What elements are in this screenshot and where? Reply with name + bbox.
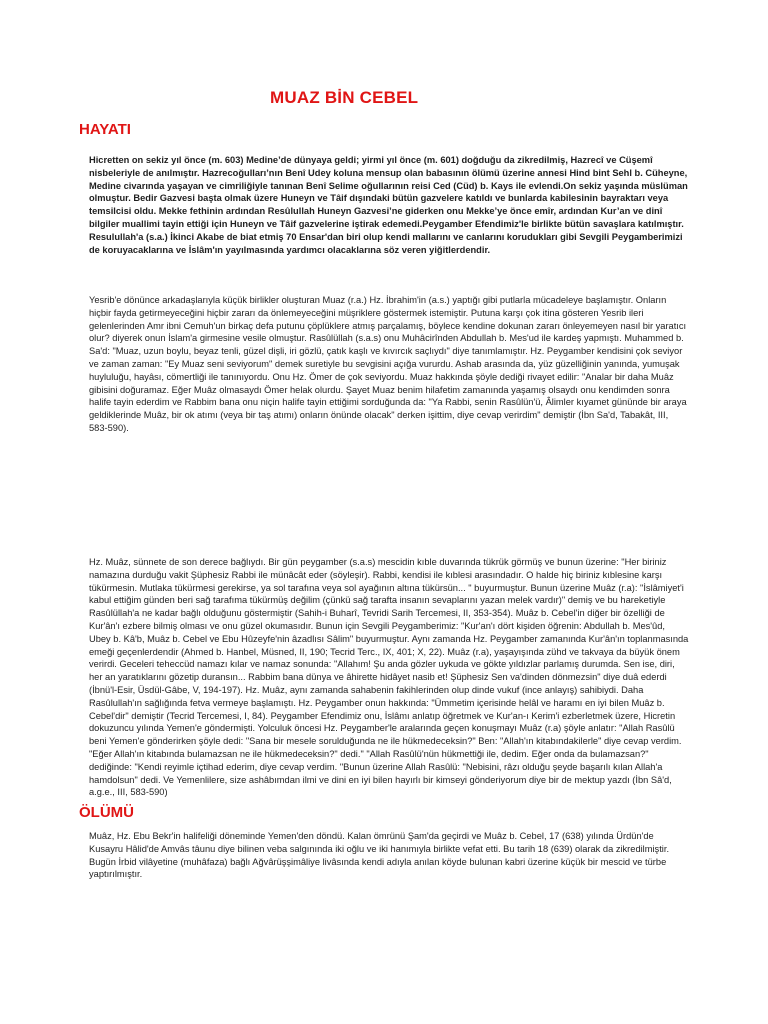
document-title: MUAZ BİN CEBEL xyxy=(270,88,419,107)
section-heading-olumu: ÖLÜMÜ xyxy=(79,804,134,821)
paragraph-olumu-1: Muâz, Hz. Ebu Bekr'in halifeliği döneminde Yemen'den döndü. Kalan ömrünü Şam'da geçirdi ve Muâz b. Cebel, 17 (638) yılında Ürdün'de Kusayru Hâlid'de Amvâs tâunu diye bilinen veba salgınında iki oğlu ve iki hanımıyla birlikte vefat etti. Bu tarih 18 (639) olarak da zikredilmiştir. Bugün İrbid vilâyetine (muhâfaza) bağlı Ağvârüşşimâliye livâsında kendi adıyla anılan köyde bulunan kabri üzerine küçük bir mescid ve türbe yaptırılmıştır. xyxy=(89,831,670,880)
paragraph-hayati-3: Hz. Muâz, sünnete de son derece bağlıydı. Bir gün peygamber (s.a.s) mescidin kıble duvarında tükrük görmüş ve bunun üzerine: "Her biriniz namazına durduğu vakit Şüphesiz Rabbi ile münâcât eder (söyleşir). Rabbi, kendisi ile kıblesi arasındadır. O halde hiç biriniz kıblesine karşı tükürmesin. Mutlaka tükürmesi gerekirse, ya sol tarafına veya sol ayağının altına tükürsün... " buyurmuştur. Bunun üzerine Muâz (r.a): "İslâmiyet'i kabul ettiğim günden beri sağ tarafıma tükürmüş değilim (çünkü sağ tarafta insanın sevaplarını yazan melek vardır)" demiş ve bu hareketiyle Rasûlüllah'a ne kadar bağlı olduğunu göstermiştir (Sahih-i Buharî, Tevridi Sarih Tercemesi, II, 353-354). Muâz b. Cebel'in diğer bir özelliği de Kur'ân'ı ezbere bilmiş olması ve onu güzel okumasıdır. Bunun için Sevgili Peygamberimiz: "Kur'an'ı dört kişiden öğrenin: Abdullah b. Mes'ûd, Ubey b. Kâ'b, Muâz b. Cebel ve Ebu Hûzeyfe'nin âzadlısı Sâlim" buyurmuştur. Aynı zamanda Hz. Peygamber zamanında Kur'ân'ın toplanmasında emeği geçenlerdendir (Ahmed b. Hanbel, Müsned, II, 190; Tecrid Terc., IX, 401; X, 22). Muâz (r.a), yaşayışında zühd ve takvaya da büyük önem verirdi. Geceleri teheccüd namazı kılar ve namaz sonunda: "Allahım! Şu anda gözler uykuda ve gökte yıldızlar parlamış durumda. Sen ise, diri, her an yaratıklarını gözetip duransın... Rabbim bana dünya ve âhirette hidâyet nasib et! Şüphesiz Sen va'dinden dönmezsin" diye duâ ederdi (İbnü'l-Esir, Üsdül-Gâbe, V, 194-197). Hz. Muâz, aynı zamanda sahabenin fakihlerinden olup dinde vukuf (ince anlayış) sahibiydi. Daha Rasûlullah'ın sağlığında fetva vermeye başlamıştı. Hz. Peygamber onun hakkında: "Ümmetim içerisinde helâl ve haramı en iyi bilen Muâz b. Cebel'dir" demiştir (Tecrid Tercemesi, I, 84). Peygamber Efendimiz onu, İslâmı anlatıp öğretmek ve Kur'an-ı Kerim'i ezberletmek üzere, Hicretin dokuzuncu yılında Yemen'e göndermişti. Yolculuk öncesi Hz. Peygamber'le aralarında geçen konuşmayı Muâz (r.a) şöyle anlatır: "Allah Rasûlü beni Yemen'e gönderirken şöyle dedi: "Sana bir mesele sorulduğunda ne ile hükmedeceksin?" Ben: "Allah'ın kitabındakilerle" diye cevap verdim. "Eğer Allah'ın kitabında bulamazsan ne ile hükmedeceksin?" dedi." "Allah Rasûlü'nün hükmettiği ile, dedim. Eğer onda da bulamazsan?" dediğinde: "Kendi reyimle içtihad ederim, diye cevap verdim. "Bunun üzerine Allah Rasûlü: "Nebisini, râzı olduğu şeyde başarılı kılan Allah'a hamdolsun" dedi. Ve Yemenlilere, size ashâbımdan ilmi ve dini en iyi bilen hayırlı bir kimseyi gönderiyorum diye bir de mektup yazdı (İbn Sâ'd, a.g.e., III, 583-590) xyxy=(89,557,689,798)
paragraph-hayati-2: Yesrib'e dönünce arkadaşlarıyla küçük birlikler oluşturan Muaz (r.a.) Hz. İbrahim'in (a.s.) yaptığı gibi putlarla mücadeleye başlamıştır. Onların hiçbir fayda getirmeyeceğini hiçbir zararı da önlemeyeceğini müşriklere göstermek istemiştir. Putuna karşı çok itina gösteren Yesrib ileri gelenlerinden Amr ibni Cemuh'un birkaç defa putunu çöplüklere atmış parçalamış, böylece kendine dokunan zararı önleyemeyen nasıl bir yaratıcı olur? diyerek onun İslam'a girmesine vesile olmuştur. Rasûlüllah (s.a.s) onu Muhâcirînden Abdullah b. Mes'ud ile kardeş yapmıştı. Muhammed b. Sa'd: "Muaz, uzun boylu, beyaz tenli, güzel dişli, iri gözlü, çatık kaşlı ve kıvırcık saçlıydı" diye tanımlamıştır. Hz. Peygamber kendisini çok seviyor ve zaman zaman: "Ey Muaz seni seviyorum" demek suretiyle bu sevgisini açığa vururdu. Ashab arasında da, yüz güzelliğinin yanında, yumuşak huyluluğu, hayâsı, cömertliği ile tanınıyordu. Onu Hz. Ömer de çok seviyordu. Muaz hakkında şöyle dediği rivayet edilir: "Analar bir daha Muâz gibisini doğuramaz. Eğer Muâz olmasaydı Ömer helak olurdu. Şayet Muaz benim hilafetim zamanında yaşamış olsaydı onu kendimden sonra halife tayin ederdim ve Rabbim bana onu niçin halife tayin ettiğimi sorduğunda da: "Ya Rabbi, senin Rasûlün'ü, Âlimler kıyamet gününde bir araya geldiklerinde Muâz, bir ok atımı (veya bir taş atımı) onların önünde olacak" derken işittim, diye cevap verirdim" demiştir (İbn Sa'd, Tabakât, III, 583-590). xyxy=(89,295,687,433)
paragraph-hayati-1: Hicretten on sekiz yıl önce (m. 603) Medine’de dünyaya geldi; yirmi yıl önce (m. 601) doğduğu da zikredilmiş, Hazrecî ve Cüşemî nisbeleriyle de anılmıştır. Hazrecoğulları’nın Benî Udey koluna mensup olan babasının ölümü üzerine annesi Hind bint Sehl b. Cüheyne, Medine civarında yaşayan ve cimriliğiyle tanınan Benî Selime oğullarının reisi Ced (Cüd) b. Kays ile evlendi.On sekiz yaşında müslüman olmuştur. Bedir Gazvesi başta olmak üzere Huneyn ve Tâif dışındaki bütün gazvelere katıldı ve bunlarda kabilesinin bayraktarı veya temsilcisi oldu. Mekke fethinin ardından Resûlullah Huneyn Gazvesi’ne giderken onu Mekke’ye önce emîr, ardından Kur’an ve dinî bilgiler muallimi tayin ettiği için Huneyn ve Tâif gazvelerine iştirak edemedi.Peygamber Efendimiz'le birlikte bütün savaşlara katılmıştır. Resulullah'a (s.a.) İkinci Akabe de biat etmiş 70 Ensar'dan biri olup kendi mallarını ve canlarını korudukları gibi Sevgili Peygamberimizi de koruyacaklarına ve İslâm'ın yayılmasında yardımcı olacaklarına söz veren yiğitlerdendir. xyxy=(89,155,688,255)
section-heading-hayati: HAYATI xyxy=(79,121,131,138)
